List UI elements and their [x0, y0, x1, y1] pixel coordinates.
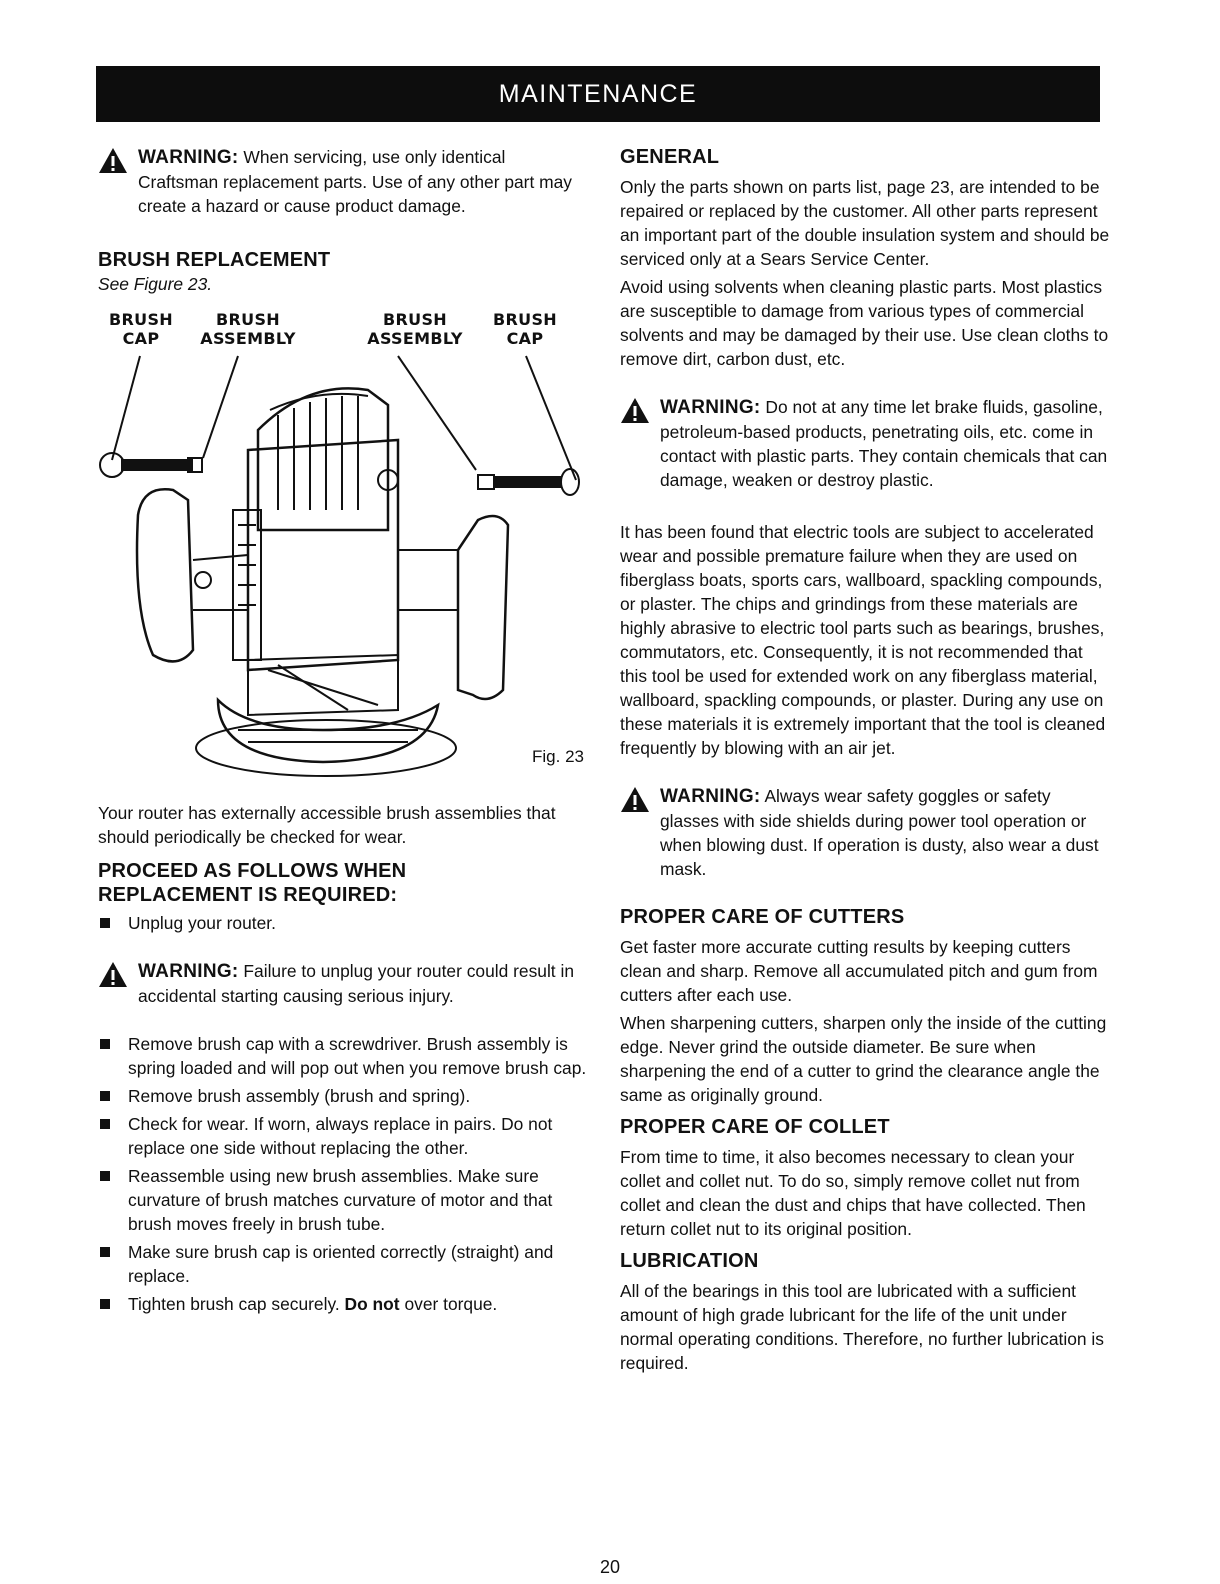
router-illustration [98, 310, 590, 780]
cutters-paragraph-1: Get faster more accurate cutting results by keeping cutters clean and sharp. Remove all accumulated pitch and gum from cutters after each use. [620, 937, 1098, 1005]
right-column [620, 145, 1110, 1375]
replacement-steps [98, 1032, 590, 1316]
step-item: Make sure brush cap is oriented correctly (straight) and replace. [98, 1240, 590, 1288]
brush-replacement-heading: BRUSH REPLACEMENT [98, 249, 331, 271]
warning-replacement-parts [98, 145, 590, 218]
fiberglass-paragraph: It has been found that electric tools are subject to accelerated wear and possible premature failure when they are used on fiberglass boats, sports cars, wallboard, spackling compounds, or plaster. The chips and grindings from these materials are highly abrasive to electric tool parts such as bearings, brushes, commutators, etc. Consequently, it is not recommended that this tool be used for extended work on any fiberglass material, wallboard, spackling compounds, or plaster. During any use on these materials it is extremely important that the tool is cleaned frequently by blowing with an air jet. [620, 522, 1106, 758]
warning-triangle-icon [620, 395, 660, 429]
unplug-list [98, 911, 590, 935]
cutters-heading: PROPER CARE OF CUTTERS [620, 906, 905, 928]
warning-triangle-icon [98, 959, 138, 993]
warning-text: Failure to unplug your router could result in accidental starting causing serious injury. [138, 961, 575, 1006]
step-item: Tighten brush cap securely. Do not over torque. [98, 1292, 590, 1316]
warning-goggles [620, 784, 1110, 881]
step-item: Remove brush assembly (brush and spring). [98, 1084, 590, 1108]
warning-triangle-icon [98, 145, 138, 179]
lubrication-heading: LUBRICATION [620, 1250, 759, 1272]
general-paragraph-2: Avoid using solvents when cleaning plastic parts. Most plastics are susceptible to damage from various types of commercial solvents and may be damaged by their use. Use clean cloths to remove dirt, carbon dust, etc. [620, 277, 1109, 369]
collet-heading: PROPER CARE OF COLLET [620, 1116, 890, 1138]
warning-label: WARNING: [138, 147, 239, 168]
cutters-paragraph-2: When sharpening cutters, sharpen only the inside of the cutting edge. Never grind the outside diameter. Be sure when sharpening the end of a cutter to grind the clearance angle the same as originally ground. [620, 1013, 1107, 1105]
warning-text: Always wear safety goggles or safety glasses with side shields during power tool operation or when blowing dust. If operation is dusty, also wear a dust mask. [660, 786, 1099, 879]
warning-label: WARNING: [138, 961, 239, 982]
warning-unplug [98, 959, 590, 1008]
warning-triangle-icon [620, 784, 660, 818]
label-brush-assembly-left: BRUSH ASSEMBLY [200, 310, 296, 348]
section-title: MAINTENANCE [498, 79, 698, 108]
warning-text: When servicing, use only identical Craftsman replacement parts. Use of any other part may create a hazard or cause product damage. [138, 147, 572, 216]
warning-text: Do not at any time let brake fluids, gasoline, petroleum-based products, penetrating oils, etc. come in contact with plastic parts. They contain chemicals that can damage, weaken or destroy plastic. [660, 397, 1108, 490]
intro-paragraph: Your router has externally accessible brush assemblies that should periodically be checked for wear. [98, 803, 556, 847]
step-item: Remove brush cap with a screwdriver. Brush assembly is spring loaded and will pop out when you remove brush cap. [98, 1032, 590, 1080]
warning-solvents [620, 395, 1110, 492]
warning-label: WARNING: [660, 786, 761, 807]
step-unplug: Unplug your router. [98, 911, 590, 935]
page-number: 20 [599, 1557, 621, 1577]
general-heading: GENERAL [620, 146, 720, 168]
general-paragraph-1: Only the parts shown on parts list, page 23, are intended to be repaired or replaced by the customer. All other parts represent an important part of the double insulation system and should be serviced only at a Sears Service Center. [620, 177, 1110, 269]
step-item: Reassemble using new brush assemblies. Make sure curvature of brush matches curvature of motor and that brush moves freely in brush tube. [98, 1164, 590, 1236]
label-brush-cap-right: BRUSH CAP [493, 310, 557, 348]
figure-23 [98, 310, 590, 795]
figure-caption: Fig. 23 [532, 747, 584, 766]
label-brush-cap-left: BRUSH CAP [109, 310, 173, 348]
left-column [98, 145, 590, 1316]
section-banner [96, 66, 1100, 122]
warning-label: WARNING: [660, 397, 761, 418]
label-brush-assembly-right: BRUSH ASSEMBLY [367, 310, 463, 348]
lubrication-paragraph: All of the bearings in this tool are lubricated with a sufficient amount of high grade lubricant for the life of the unit under normal operating conditions. Therefore, no further lubrication is required. [620, 1281, 1104, 1373]
step-item: Check for wear. If worn, always replace in pairs. Do not replace one side without replacing the other. [98, 1112, 590, 1160]
collet-paragraph: From time to time, it also becomes necessary to clean your collet and collet nut. To do so, simply remove collet nut from collet and clean the dust and chips that have collected. Then return collet nut to its original position. [620, 1147, 1086, 1239]
see-figure-note: See Figure 23. [98, 274, 213, 294]
proceed-heading: PROCEED AS FOLLOWS WHEN REPLACEMENT IS REQUIRED: [98, 860, 407, 906]
